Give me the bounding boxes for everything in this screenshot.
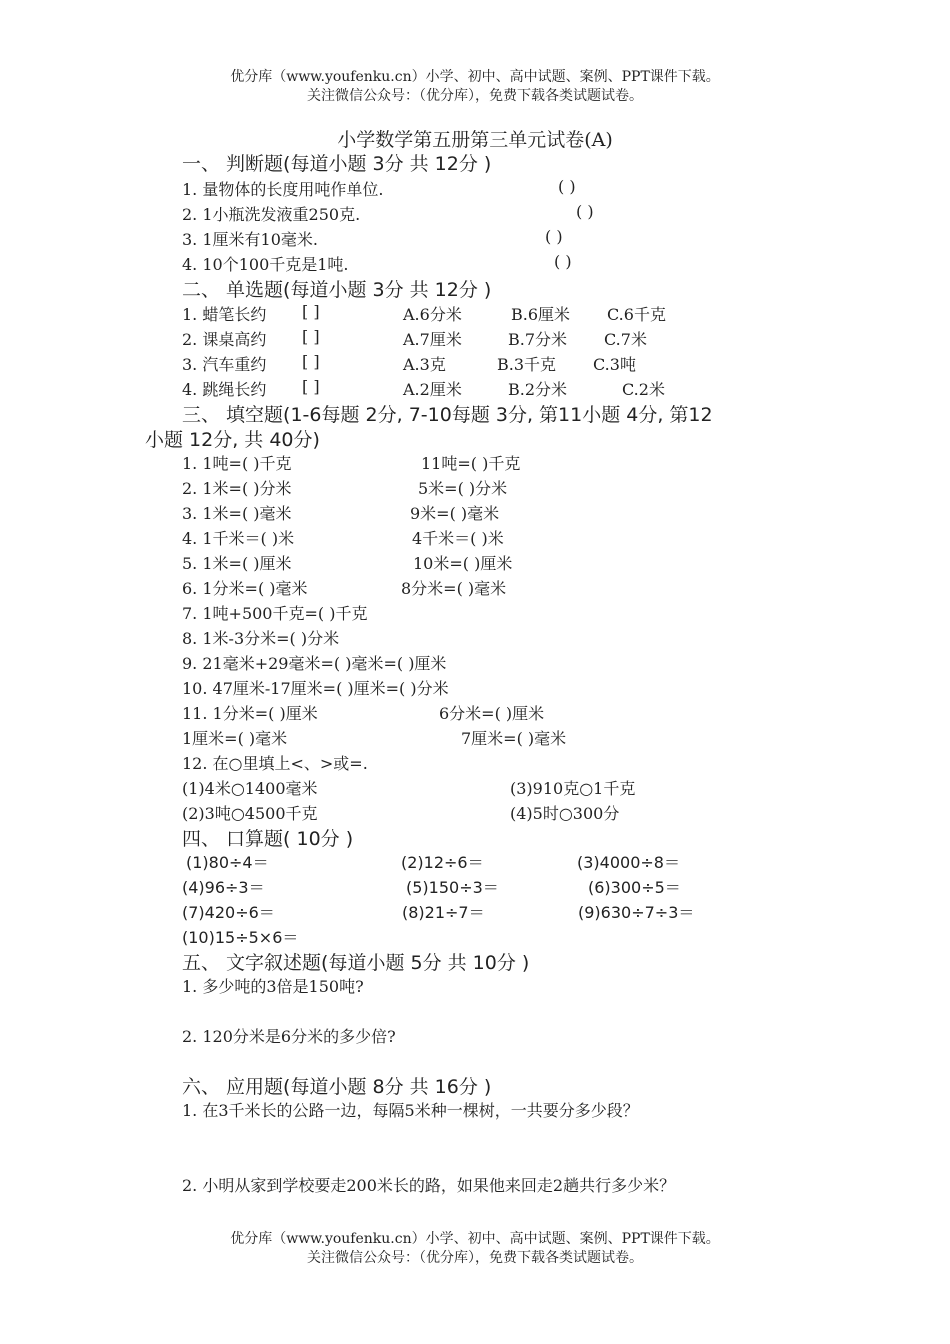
section-3-heading-cont: 小题 12分, 共 40分)	[145, 429, 320, 451]
s2-question: 1. 蜡笔长约	[182, 305, 267, 324]
s2-option-c: C.2米	[622, 380, 665, 399]
s3-item: (1)4米○1400毫米	[182, 779, 318, 798]
s3-item: 11吨=( )千克	[421, 454, 521, 473]
s5-question-1: 1. 多少吨的3倍是150吨?	[182, 977, 364, 996]
footer-banner-line1: 优分库（www.youfenku.cn）小学、初中、高中试题、案例、PPT课件下载。	[230, 1231, 720, 1247]
s3-item: 1厘米=( )毫米	[182, 729, 288, 748]
s2-question: 4. 跳绳长约	[182, 380, 267, 399]
s2-option-b: B.3千克	[497, 355, 557, 374]
s6-question-2: 2. 小明从家到学校要走200米长的路，如果他来回走2趟共行多少米？	[182, 1176, 676, 1195]
s2-question: 2. 课桌高约	[182, 330, 267, 349]
s2-option-a: A.7厘米	[403, 330, 462, 349]
section-2-heading: 二、 单选题(每道小题 3分 共 12分 )	[182, 279, 492, 301]
s1-answer-blank[interactable]: ( )	[576, 202, 594, 221]
s1-question: 2. 1小瓶洗发液重250克.	[182, 205, 361, 224]
s2-option-a: A.2厘米	[403, 380, 462, 399]
s4-problem: (2)12÷6＝	[401, 853, 484, 872]
footer-banner-line2: 关注微信公众号：（优分库），免费下载各类试题试卷。	[307, 1250, 643, 1266]
s2-question: 3. 汽车重约	[182, 355, 267, 374]
s1-answer-blank[interactable]: ( )	[554, 252, 572, 271]
s4-problem: (4)96÷3＝	[182, 878, 265, 897]
header-banner-line1: 优分库（www.youfenku.cn）小学、初中、高中试题、案例、PPT课件下载。	[230, 69, 720, 85]
s3-item: 2. 1米=( )分米	[182, 479, 292, 498]
s4-problem: (1)80÷4＝	[186, 853, 269, 872]
s1-question: 3. 1厘米有10毫米.	[182, 230, 318, 249]
s3-item: 11. 1分米=( )厘米	[182, 704, 318, 723]
s3-item: 7厘米=( )毫米	[461, 729, 567, 748]
s4-problem: (9)630÷7÷3＝	[578, 903, 695, 922]
s2-answer-bracket[interactable]: [ ]	[302, 352, 320, 371]
s5-question-2: 2. 120分米是6分米的多少倍?	[182, 1027, 396, 1046]
s4-problem: (10)15÷5×6＝	[182, 928, 299, 947]
s3-item: (3)910克○1千克	[510, 779, 636, 798]
section-4-heading: 四、 口算题( 10分 )	[182, 828, 354, 850]
section-1-heading: 一、 判断题(每道小题 3分 共 12分 )	[182, 153, 492, 175]
s2-option-a: A.3克	[403, 355, 446, 374]
s3-item: 9米=( )毫米	[410, 504, 500, 523]
s4-problem: (5)150÷3＝	[406, 878, 499, 897]
s1-question: 4. 10个100千克是1吨.	[182, 255, 349, 274]
s2-answer-bracket[interactable]: [ ]	[302, 302, 320, 321]
s3-item: 4千米＝( )米	[412, 529, 504, 548]
section-5-heading: 五、 文字叙述题(每道小题 5分 共 10分 )	[182, 952, 530, 974]
s3-item: (4)5时○300分	[510, 804, 620, 823]
s2-answer-bracket[interactable]: [ ]	[302, 377, 320, 396]
s4-problem: (3)4000÷8＝	[577, 853, 680, 872]
page-title: 小学数学第五册第三单元试卷(A)	[337, 129, 613, 151]
s3-item: 8. 1米-3分米=( )分米	[182, 629, 340, 648]
s6-question-1: 1. 在3千米长的公路一边，每隔5米种一棵树，一共要分多少段？	[182, 1101, 639, 1120]
s1-answer-blank[interactable]: ( )	[545, 227, 563, 246]
section-3-heading: 三、 填空题(1-6每题 2分, 7-10每题 3分, 第11小题 4分, 第12	[182, 404, 713, 426]
s4-problem: (6)300÷5＝	[588, 878, 681, 897]
section-6-heading: 六、 应用题(每道小题 8分 共 16分 )	[182, 1076, 492, 1098]
s2-option-c: C.3吨	[593, 355, 636, 374]
s3-item: 7. 1吨+500千克=( )千克	[182, 604, 368, 623]
header-banner-line2: 关注微信公众号：（优分库），免费下载各类试题试卷。	[307, 88, 643, 104]
s3-item: 5. 1米=( )厘米	[182, 554, 292, 573]
s3-item: 10米=( )厘米	[413, 554, 513, 573]
s3-item: 12. 在○里填上<、>或=.	[182, 754, 368, 773]
s3-item: 10. 47厘米-17厘米=( )厘米=( )分米	[182, 679, 449, 698]
s3-item: 1. 1吨=( )千克	[182, 454, 292, 473]
s2-option-b: B.7分米	[508, 330, 568, 349]
s4-problem: (7)420÷6＝	[182, 903, 275, 922]
s3-item: 5米=( )分米	[418, 479, 508, 498]
s3-item: 3. 1米=( )毫米	[182, 504, 292, 523]
s1-answer-blank[interactable]: ( )	[558, 177, 576, 196]
s3-item: 6分米=( )厘米	[439, 704, 545, 723]
s2-option-b: B.2分米	[508, 380, 568, 399]
s2-option-b: B.6厘米	[511, 305, 571, 324]
s2-option-c: C.7米	[604, 330, 647, 349]
s3-item: 6. 1分米=( )毫米	[182, 579, 308, 598]
s3-item: (2)3吨○4500千克	[182, 804, 318, 823]
s2-option-c: C.6千克	[607, 305, 666, 324]
s2-option-a: A.6分米	[403, 305, 462, 324]
s1-question: 1. 量物体的长度用吨作单位.	[182, 180, 384, 199]
s3-item: 8分米=( )毫米	[401, 579, 507, 598]
s2-answer-bracket[interactable]: [ ]	[302, 327, 320, 346]
s4-problem: (8)21÷7＝	[402, 903, 485, 922]
s3-item: 9. 21毫米+29毫米=( )毫米=( )厘米	[182, 654, 447, 673]
s3-item: 4. 1千米＝( )米	[182, 529, 295, 548]
